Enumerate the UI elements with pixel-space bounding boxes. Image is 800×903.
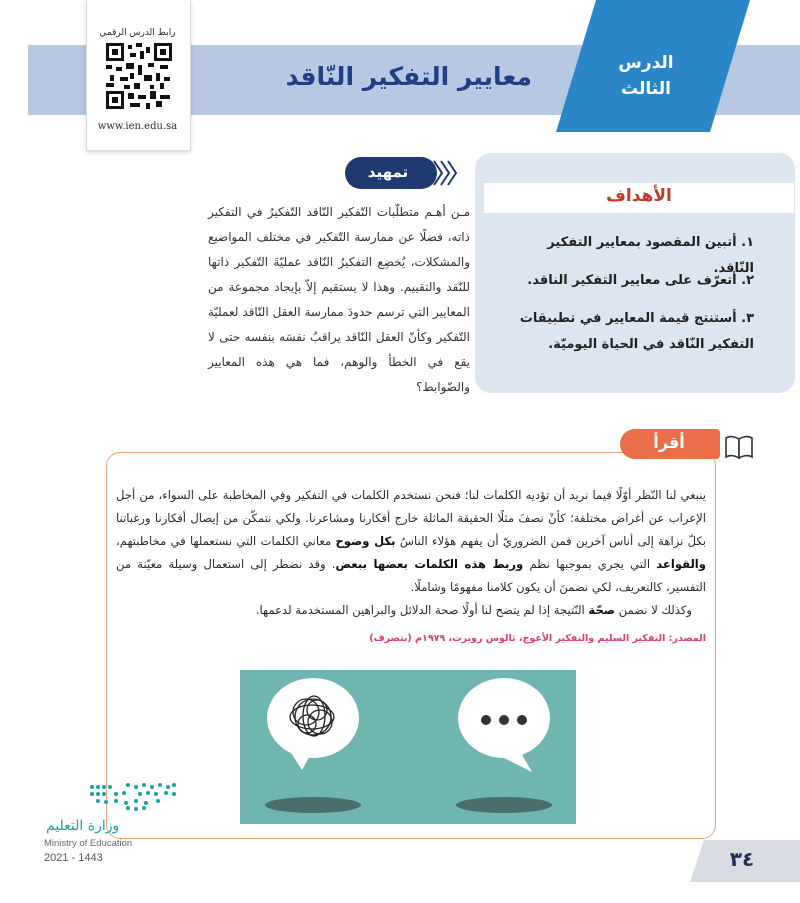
qr-url[interactable]: www.ien.edu.sa bbox=[97, 121, 178, 132]
ministry-name-en: Ministry of Education bbox=[44, 838, 133, 849]
speech-bubbles-illustration bbox=[240, 670, 576, 824]
goal-item bbox=[504, 306, 754, 358]
ministry-name-ar: وزارة التعليم bbox=[46, 818, 120, 834]
read-bold-span: بكل وضوح bbox=[335, 534, 396, 548]
lesson-label-line2: الثالث bbox=[621, 79, 671, 99]
qr-caption: رابط الدرس الرقمي bbox=[99, 28, 176, 38]
edition-year: 2021 - 1443 bbox=[44, 852, 103, 864]
bubble-shadow-right bbox=[456, 797, 552, 813]
book-icon bbox=[724, 434, 754, 460]
goal-text: أتبين المقصود بمعايير التفكير النّاقد. bbox=[547, 235, 754, 276]
lesson-label bbox=[596, 50, 696, 102]
read-paragraph-2 bbox=[116, 599, 706, 622]
read-label: أقرأ bbox=[653, 433, 685, 452]
read-bold-span: صحّة bbox=[588, 603, 616, 617]
read-paragraph bbox=[116, 484, 706, 622]
intro-paragraph: مـن أهـم متطلّبات التّفكير النّاقد التّفكيرُ في التفكير ذاته، فضلًا عن ممارسة التّفكير في مختلف المواضيع والمشكلات، يُخضِع التفكيرُ النّاقد عمليّةَ التّفكير ذاتها للنّقد والتقييم. وهذا لا يستقيم إلاّ بإيجاد مجموعة من المعايير التي ترسم حدودَ ممارسة العقل النّاقد لعمليّة التّفكير وكأنّ العقل النّاقد يراقبُ نفسَه بنفسه حتى لا يقع في الخطأ والوهم، فما هي هذه المعايير والضّوابط؟ bbox=[208, 205, 470, 394]
goals-title: الأهداف bbox=[606, 186, 672, 206]
goal-number: ٢. bbox=[741, 273, 754, 288]
read-text-span: النّتيجة إذا لم يتضح لنا أولًا صحة الدلائل والبراهين المستخدمة لدعمها. bbox=[255, 603, 589, 617]
goal-item bbox=[504, 268, 754, 294]
goal-number: ١. bbox=[741, 235, 754, 250]
page-title: معايير التفكير النّاقد bbox=[285, 62, 532, 91]
read-text-span: التي يجري بموجبها نظم bbox=[523, 557, 657, 571]
page-number: ٣٤ bbox=[729, 847, 755, 871]
read-text-span: . وقد نضطر إلى استعمال وسيلة معيّنة من التفسير، كالتعريف، لكي نضمنَ أن يكون كلامنا مفهومًا وشاملًا. bbox=[116, 557, 706, 594]
read-bold-span: وربط هذه الكلمات بعضها ببعض bbox=[335, 557, 524, 571]
source-citation: المصدر: التفكير السليم والتفكير الأعوج، ثالوس روبرت، ١٩٧٩م (بتصرف) bbox=[369, 633, 706, 644]
goal-text: أستنتج قيمة المعايير في تطبيقات التفكير النّاقد في الحياة اليوميّة. bbox=[519, 311, 754, 352]
ministry-logo-icon bbox=[88, 781, 178, 811]
qr-code-icon[interactable] bbox=[106, 43, 172, 109]
read-text-span: وكذلك لا نضمن bbox=[615, 603, 692, 617]
read-paragraph-1 bbox=[116, 484, 706, 599]
bubble-shadow-left bbox=[265, 797, 361, 813]
goal-number: ٣. bbox=[741, 311, 754, 326]
read-text-span: معاني الكلمات التي نستعملها في مخاطبتهم، bbox=[116, 534, 336, 548]
lesson-label-line1: الدرس bbox=[618, 53, 674, 73]
read-text-span: ينبغي لنا النّظر أوّلًا فيما نريد أن تؤديه الكلمات لنا؛ فنحن نستخدم الكلمات في التفكير وفي المخاطبة على السواء، من أجل الإعراب عن أغراض مختلفة؛ كأنْ نصفَ مثلًا الحقيقة الماثلة خارج أفكارنا ومشاعرنا. ولكي نتمكّن من إيصال أفكارنا ورغباتنا بكلّ نزاهة إلى أناس آخرين فمن الضروريّ أن يفهم هؤلاء الناسُ bbox=[116, 488, 707, 548]
read-bold-span: والقواعد bbox=[656, 557, 706, 571]
chevrons-icon bbox=[430, 157, 460, 189]
intro-label: تمهيد bbox=[367, 163, 409, 181]
goal-text: أتعرّف على معايير التفكير الناقد. bbox=[527, 273, 737, 288]
